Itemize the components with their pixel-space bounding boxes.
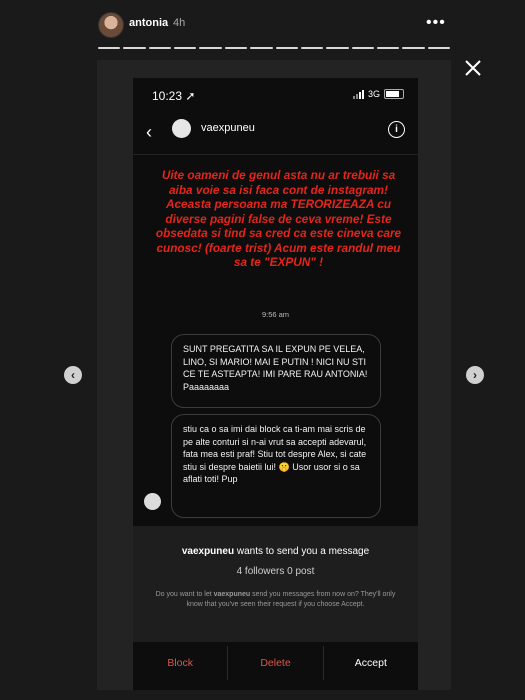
battery-icon	[384, 89, 404, 99]
progress-segment	[250, 47, 272, 49]
next-story-button[interactable]: ›	[466, 366, 484, 384]
sender-avatar	[144, 493, 161, 510]
chevron-left-icon[interactable]: ‹	[146, 122, 152, 142]
chat-header	[133, 116, 418, 155]
block-button[interactable]: Block	[167, 657, 193, 669]
signal-icon	[353, 90, 364, 99]
request-actions	[133, 642, 418, 690]
chat-avatar[interactable]	[172, 119, 191, 138]
status-time: 10:23 ➚	[152, 89, 196, 103]
message-bubble: SUNT PREGATITA SA IL EXPUN PE VELEA, LINO, SI MARIO! MAI E PUTIN ! NICI NU STI CE TE ASTEAPTA! IMI PARE RAU ANTONIA! Paaaaaaaa	[171, 334, 381, 408]
avatar[interactable]	[98, 12, 124, 38]
progress-segment	[301, 47, 323, 49]
screenshot-phone	[133, 78, 418, 690]
progress-segment	[402, 47, 424, 49]
progress-segment	[199, 47, 221, 49]
overlay-text: Uite oameni de genul asta nu ar trebuii sa aiba voie sa isi faca cont de instagram! Aceasta persoana ma TERORIZEAZA cu diverse pagini false de ceva vreme! Este obsedata si tind sa cred ca este cineva care cunosc! (foarte trist) Acum este randul meu sa te "EXPUN" !	[155, 168, 402, 269]
story-username[interactable]: antonia	[129, 17, 169, 29]
progress-segment	[326, 47, 348, 49]
request-title-text: wants to send you a message	[234, 546, 370, 557]
prev-story-button[interactable]: ‹	[64, 366, 82, 384]
status-bar-right	[353, 89, 404, 99]
message-bubble: stiu ca o sa imi dai block ca ti-am mai scris de pe alte conturi si n-ai vrut sa accepti adevarul, fata mea esti praf! Stiu tot despre Alex, si cate stiu si despre baietii lui! 🤫 Usor usor si o sa aflati toti! Pup	[171, 414, 381, 518]
request-name: vaexpuneu	[181, 546, 235, 557]
accept-button[interactable]: Accept	[354, 657, 387, 669]
network-label: 3G	[367, 89, 380, 99]
progress-segment	[352, 47, 374, 49]
story-frame	[97, 60, 451, 690]
chat-name[interactable]: vaexpuneu	[201, 122, 255, 134]
story-header	[0, 0, 525, 60]
message-timestamp: 9:56 am	[261, 310, 290, 319]
progress-segment	[123, 47, 145, 49]
close-icon[interactable]	[464, 59, 482, 77]
story-time: 4h	[173, 17, 186, 29]
info-icon[interactable]: i	[388, 121, 405, 138]
progress-segment	[225, 47, 247, 49]
progress-segment	[428, 47, 450, 49]
request-description: Do you want to let vaexpuneu send you messages from now on? They'll only know that you've seen their request if you choose Accept.	[155, 591, 396, 608]
progress-segment	[174, 47, 196, 49]
story-progress	[98, 47, 450, 49]
message-request-panel	[133, 526, 418, 642]
progress-segment	[98, 47, 120, 49]
progress-segment	[276, 47, 298, 49]
request-title	[133, 546, 418, 557]
progress-segment	[377, 47, 399, 49]
progress-segment	[149, 47, 171, 49]
request-followers: 4 followers 0 post	[236, 566, 315, 577]
delete-button[interactable]: Delete	[260, 657, 291, 669]
more-horizontal-icon[interactable]: •••	[426, 14, 446, 31]
